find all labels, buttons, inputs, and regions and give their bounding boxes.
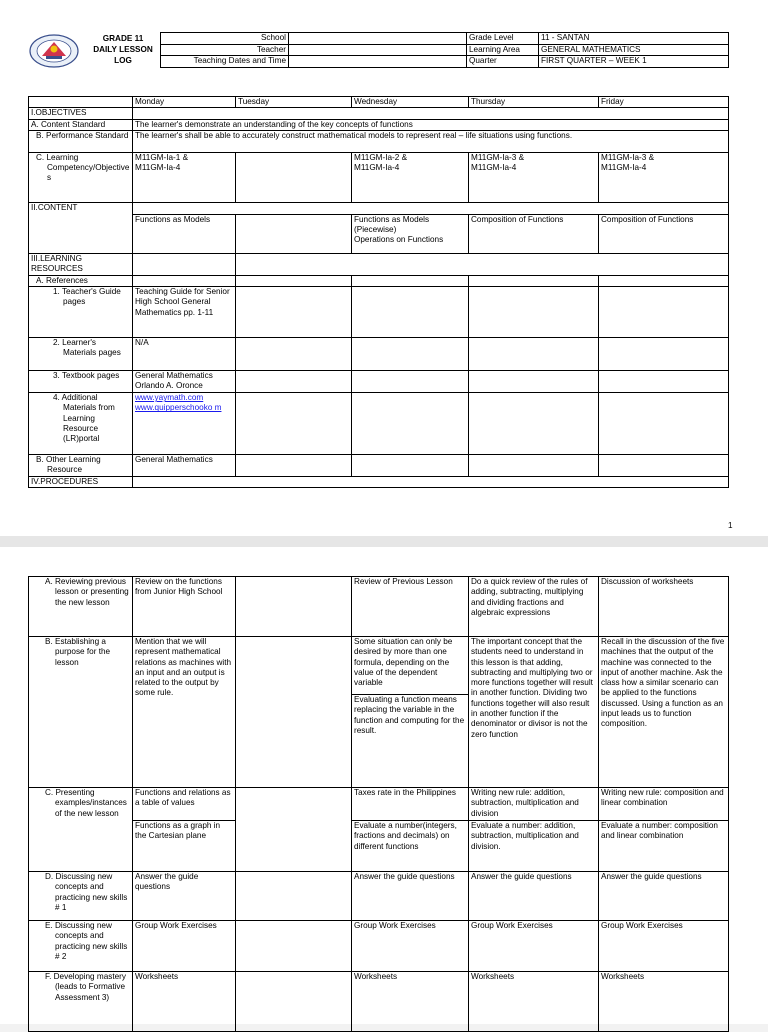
lm-value: N/A xyxy=(133,338,236,371)
learning-area-label: Learning Area xyxy=(467,44,539,56)
dates-value[interactable] xyxy=(289,56,467,68)
page-2 xyxy=(0,547,768,1024)
proc-b-tuesday xyxy=(236,637,352,788)
teacher-label: Teacher xyxy=(161,44,289,56)
proc-b-friday: Recall in the discussion of the five machines that the output of the machine was connected to the input of another machine. Ask the class how a similar scenario can be applied to the functions discussed. Using a function as an input leads us to function composition. xyxy=(599,637,729,788)
resources-heading: III.LEARNING RESOURCES xyxy=(29,253,133,275)
proc-f-tuesday xyxy=(236,972,352,1032)
proc-c-wednesday xyxy=(352,788,469,872)
proc-a-wednesday: Review of Previous Lesson xyxy=(352,577,469,637)
content-heading: II.CONTENT xyxy=(29,202,133,253)
log-title xyxy=(88,33,158,66)
proc-c-friday xyxy=(599,788,729,872)
additional-value xyxy=(133,393,236,455)
proc-c-monday-1: Functions and relations as a table of values xyxy=(133,788,235,821)
proc-c-label: C. Presenting examples/instances of the new lesson xyxy=(29,788,133,872)
page-separator xyxy=(0,536,768,547)
competency-tuesday xyxy=(236,152,352,202)
tb-value: General Mathematics Orlando A. Oronce xyxy=(133,371,236,393)
proc-f-friday: Worksheets xyxy=(599,972,729,1032)
content-wednesday xyxy=(352,214,469,253)
proc-b-wednesday-2: Evaluating a function means replacing the variable in the function and computing for the result. xyxy=(354,695,465,735)
grade-level-value: 11 - SANTAN xyxy=(539,33,729,45)
tg-label: 1. Teacher's Guide pages xyxy=(29,287,133,338)
proc-b-wednesday-1: Some situation can only be desired by more than one formula, depending on the value of the dependent variable xyxy=(352,637,468,695)
content-standard-value: The learner's demonstrate an understanding of the key concepts of functions xyxy=(133,119,729,130)
tg-value: Teaching Guide for Senior High School General Mathematics pp. 1-11 xyxy=(133,287,236,338)
references-label: A. References xyxy=(29,275,133,286)
competency-friday: M11GM-Ia-3 & M11GM-Ia-4 xyxy=(599,152,729,202)
tb-label: 3. Textbook pages xyxy=(29,371,133,393)
content-friday: Composition of Functions xyxy=(599,214,729,253)
proc-d-tuesday xyxy=(236,872,352,921)
yaymath-link[interactable]: www.yaymath.com xyxy=(135,393,204,403)
proc-d-thursday: Answer the guide questions xyxy=(469,872,599,921)
proc-e-label: E. Discussing new concepts and practicing new skills # 2 xyxy=(29,921,133,972)
proc-c-tuesday xyxy=(236,788,352,872)
other-resource-label: B. Other Learning Resource xyxy=(29,455,133,477)
content-wednesday-text: Functions as Models (Piecewise) xyxy=(354,214,430,235)
content-tuesday xyxy=(236,214,352,253)
proc-b-thursday: The important concept that the students need to understand in this lesson is that adding, subtracting and multiplying two or more functions together will result in another function. Dividing two functions together will also result in another function if the denominator or divisor is not the zero function xyxy=(469,637,599,788)
learning-area-value: GENERAL MATHEMATICS xyxy=(539,44,729,56)
day-tuesday: Tuesday xyxy=(236,97,352,108)
day-wednesday: Wednesday xyxy=(352,97,469,108)
proc-f-monday: Worksheets xyxy=(133,972,236,1032)
proc-b-wednesday xyxy=(352,637,469,788)
proc-d-label: D. Discussing new concepts and practicing new skills # 1 xyxy=(29,872,133,921)
proc-c-monday xyxy=(133,788,236,872)
proc-e-tuesday xyxy=(236,921,352,972)
proc-c-thursday-2: Evaluate a number: addition, subtraction, multiplication and division. xyxy=(471,821,579,851)
school-value[interactable] xyxy=(289,33,467,45)
proc-d-friday: Answer the guide questions xyxy=(599,872,729,921)
dll-table-page2 xyxy=(28,576,729,1032)
competency-monday: M11GM-Ia-1 & M11GM-Ia-4 xyxy=(133,152,236,202)
content-thursday: Composition of Functions xyxy=(469,214,599,253)
proc-f-label: F. Developing mastery (leads to Formative Assessment 3) xyxy=(29,972,133,1032)
procedures-heading: IV.PROCEDURES xyxy=(29,477,133,488)
proc-e-wednesday: Group Work Exercises xyxy=(352,921,469,972)
quarter-label: Quarter xyxy=(467,56,539,68)
performance-standard-value: The learner's shall be able to accurately construct mathematical models to represent real – life situations using functions. xyxy=(133,130,729,152)
additional-label: 4. Additional Materials from Learning Resource (LR)portal xyxy=(29,393,133,455)
header-table-left xyxy=(160,32,467,68)
day-friday: Friday xyxy=(599,97,729,108)
dll-table-page1 xyxy=(28,96,729,488)
proc-c-friday-2: Evaluate a number: composition and linear combination xyxy=(601,821,718,841)
dates-label: Teaching Dates and Time xyxy=(161,56,289,68)
teacher-value[interactable] xyxy=(289,44,467,56)
school-label: School xyxy=(161,33,289,45)
header-table-right xyxy=(466,32,729,68)
proc-b-label: B. Establishing a purpose for the lesson xyxy=(29,637,133,788)
proc-e-thursday: Group Work Exercises xyxy=(469,921,599,972)
performance-standard-label: B. Performance Standard xyxy=(29,130,133,152)
grade-line: GRADE 11 xyxy=(102,34,144,43)
lm-label: 2. Learner's Materials pages xyxy=(29,338,133,371)
proc-c-thursday-1: Writing new rule: addition, subtraction, multiplication and division xyxy=(469,788,598,821)
log-line-2: LOG xyxy=(114,56,132,65)
quarter-value: FIRST QUARTER – WEEK 1 xyxy=(539,56,729,68)
other-resource-value: General Mathematics xyxy=(133,455,236,477)
content-standard-label: A. Content Standard xyxy=(29,119,133,130)
proc-a-thursday: Do a quick review of the rules of adding, subtracting, multiplying and dividing fractions and algebraic expressions xyxy=(469,577,599,637)
competency-label: C. Learning Competency/Objectives xyxy=(29,152,133,202)
proc-f-thursday: Worksheets xyxy=(469,972,599,1032)
content-wednesday-extra: Operations on Functions xyxy=(354,235,444,245)
proc-a-tuesday xyxy=(236,577,352,637)
proc-c-monday-2: Functions as a graph in the Cartesian plane xyxy=(135,821,221,841)
competency-wednesday: M11GM-Ia-2 & M11GM-Ia-4 xyxy=(352,152,469,202)
proc-a-monday: Review on the functions from Junior High School xyxy=(133,577,236,637)
day-monday: Monday xyxy=(133,97,236,108)
deped-seal-logo xyxy=(28,34,80,68)
proc-c-wednesday-2: Evaluate a number(integers, fractions and decimals) on different functions xyxy=(354,821,457,851)
objectives-heading: I.OBJECTIVES xyxy=(29,108,133,119)
proc-d-wednesday: Answer the guide questions xyxy=(352,872,469,921)
content-monday: Functions as Models xyxy=(133,214,236,253)
proc-f-wednesday: Worksheets xyxy=(352,972,469,1032)
page-number: 1 xyxy=(728,521,733,530)
proc-e-monday: Group Work Exercises xyxy=(133,921,236,972)
proc-b-monday: Mention that we will represent mathematical relations as machines with an input and an output is related to the output by some rule. xyxy=(133,637,236,788)
proc-e-friday: Group Work Exercises xyxy=(599,921,729,972)
competency-thursday: M11GM-Ia-3 & M11GM-Ia-4 xyxy=(469,152,599,202)
proc-c-friday-1: Writing new rule: composition and linear combination xyxy=(599,788,728,821)
proc-a-label: A. Reviewing previous lesson or presenting the new lesson xyxy=(29,577,133,637)
day-thursday: Thursday xyxy=(469,97,599,108)
log-line-1: DAILY LESSON xyxy=(93,45,153,54)
proc-d-monday: Answer the guide questions xyxy=(133,872,236,921)
proc-a-friday: Discussion of worksheets xyxy=(599,577,729,637)
proc-c-wednesday-1: Taxes rate in the Philippines xyxy=(352,788,468,821)
quipper-link[interactable]: www.quipperschooko m xyxy=(135,403,222,413)
grade-level-label: Grade Level xyxy=(467,33,539,45)
proc-c-thursday xyxy=(469,788,599,872)
